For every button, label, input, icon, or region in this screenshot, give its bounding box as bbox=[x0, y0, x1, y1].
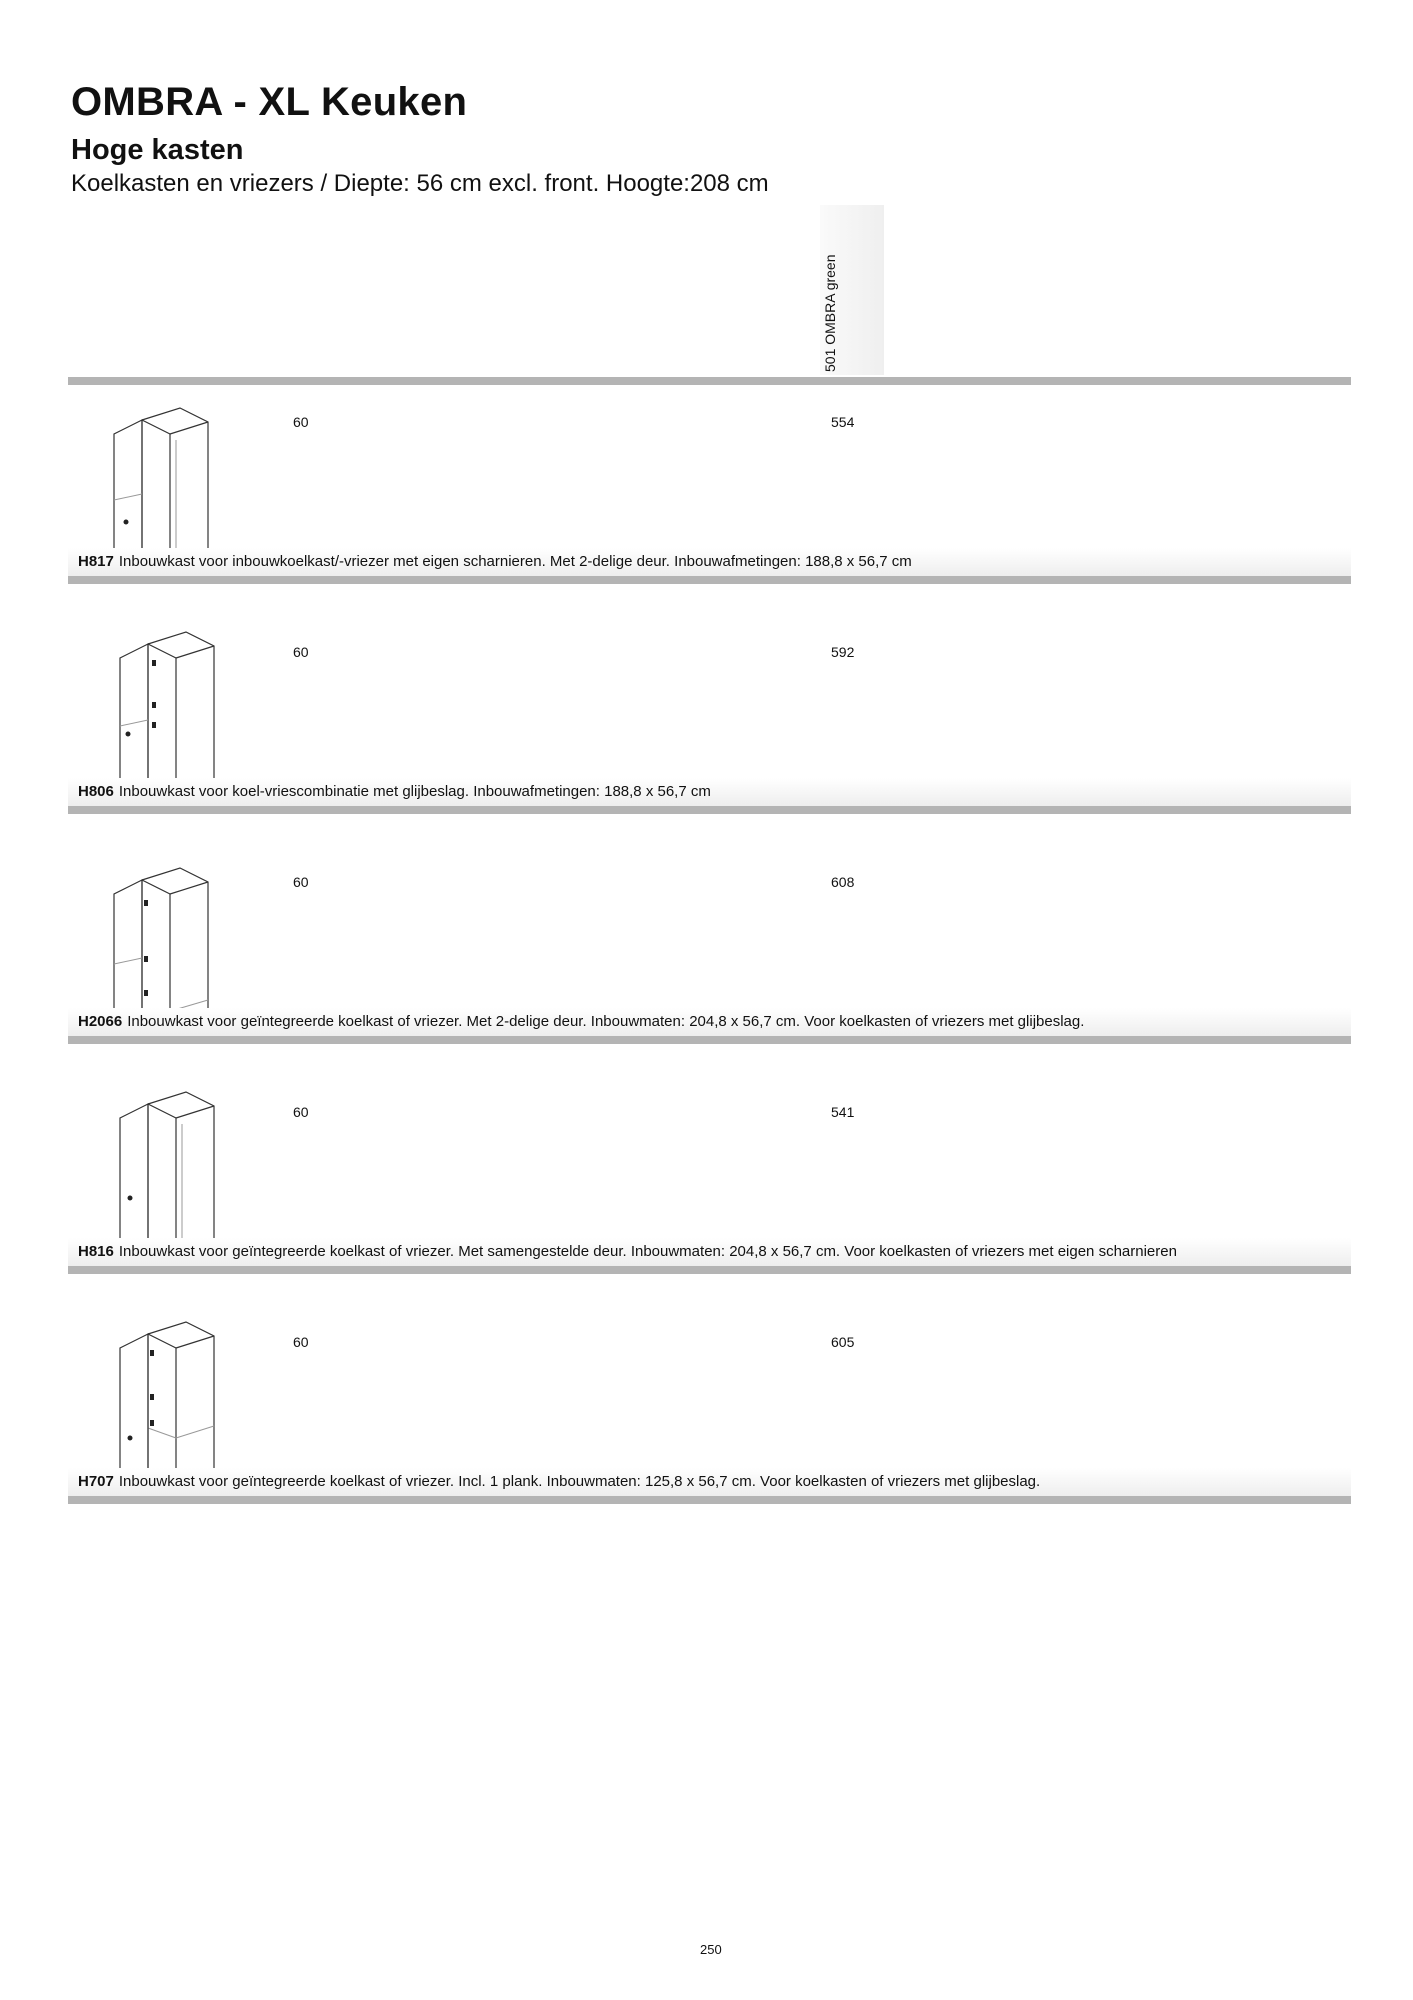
page-number: 250 bbox=[700, 1942, 722, 1957]
row-divider bbox=[68, 1266, 1351, 1274]
product-row bbox=[68, 1310, 1351, 1540]
product-width: 60 bbox=[293, 1334, 309, 1350]
row-divider bbox=[68, 1496, 1351, 1504]
product-description: Inbouwkast voor geïntegreerde koelkast of vriezer. Met samengestelde deur. Inbouwmaten: 204,8 x 56,7 cm. Voor koelkasten of vriezers met eigen scharnieren bbox=[118, 1243, 1177, 1260]
product-width: 60 bbox=[293, 1104, 309, 1120]
section-description: Koelkasten en vriezers / Diepte: 56 cm excl. front. Hoogte:208 cm bbox=[71, 170, 769, 197]
product-caption bbox=[68, 778, 1351, 806]
product-width: 60 bbox=[293, 644, 309, 660]
product-caption bbox=[68, 1238, 1351, 1266]
product-description: Inbouwkast voor inbouwkoelkast/-vriezer met eigen scharnieren. Met 2-delige deur. Inbouwafmetingen: 188,8 x 56,7 cm bbox=[118, 553, 912, 570]
table-header-rule bbox=[68, 377, 1351, 385]
tall-cabinet-sliding-hinge-icon bbox=[90, 630, 220, 790]
page-title: OMBRA - XL Keuken bbox=[71, 80, 468, 124]
product-description: Inbouwkast voor geïntegreerde koelkast of vriezer. Incl. 1 plank. Inbouwmaten: 125,8 x 56,7 cm. Voor koelkasten of vriezers met glijbeslag. bbox=[118, 1473, 1041, 1490]
product-row bbox=[68, 620, 1351, 850]
product-code: H707 bbox=[78, 1473, 114, 1490]
tall-cabinet-with-shelf-icon bbox=[90, 1320, 220, 1480]
product-caption bbox=[68, 1008, 1351, 1036]
product-price: 605 bbox=[831, 1334, 855, 1350]
product-row bbox=[68, 390, 1351, 620]
tall-cabinet-two-part-door-icon bbox=[90, 400, 220, 560]
product-width: 60 bbox=[293, 874, 309, 890]
product-code: H816 bbox=[78, 1243, 114, 1260]
product-code: H806 bbox=[78, 783, 114, 800]
product-price: 592 bbox=[831, 644, 855, 660]
product-caption bbox=[68, 1468, 1351, 1496]
tall-cabinet-composite-door-icon bbox=[90, 1090, 220, 1250]
product-description: Inbouwkast voor geïntegreerde koelkast of vriezer. Met 2-delige deur. Inbouwmaten: 204,8 x 56,7 cm. Voor koelkasten of vriezers met glijbeslag. bbox=[127, 1013, 1085, 1030]
product-code: H817 bbox=[78, 553, 114, 570]
tall-cabinet-two-part-door-icon bbox=[90, 860, 220, 1020]
product-price: 541 bbox=[831, 1104, 855, 1120]
section-subtitle: Hoge kasten bbox=[71, 134, 244, 166]
product-code: H2066 bbox=[78, 1013, 123, 1030]
product-row bbox=[68, 850, 1351, 1080]
product-description: Inbouwkast voor koel-vriescombinatie met glijbeslag. Inbouwafmetingen: 188,8 x 56,7 cm bbox=[118, 783, 711, 800]
product-price: 554 bbox=[831, 414, 855, 430]
product-caption bbox=[68, 548, 1351, 576]
product-width: 60 bbox=[293, 414, 309, 430]
row-divider bbox=[68, 806, 1351, 814]
color-column-label: 501 OMBRA green bbox=[822, 254, 838, 372]
row-divider bbox=[68, 576, 1351, 584]
row-divider bbox=[68, 1036, 1351, 1044]
product-price: 608 bbox=[831, 874, 855, 890]
product-row bbox=[68, 1080, 1351, 1310]
